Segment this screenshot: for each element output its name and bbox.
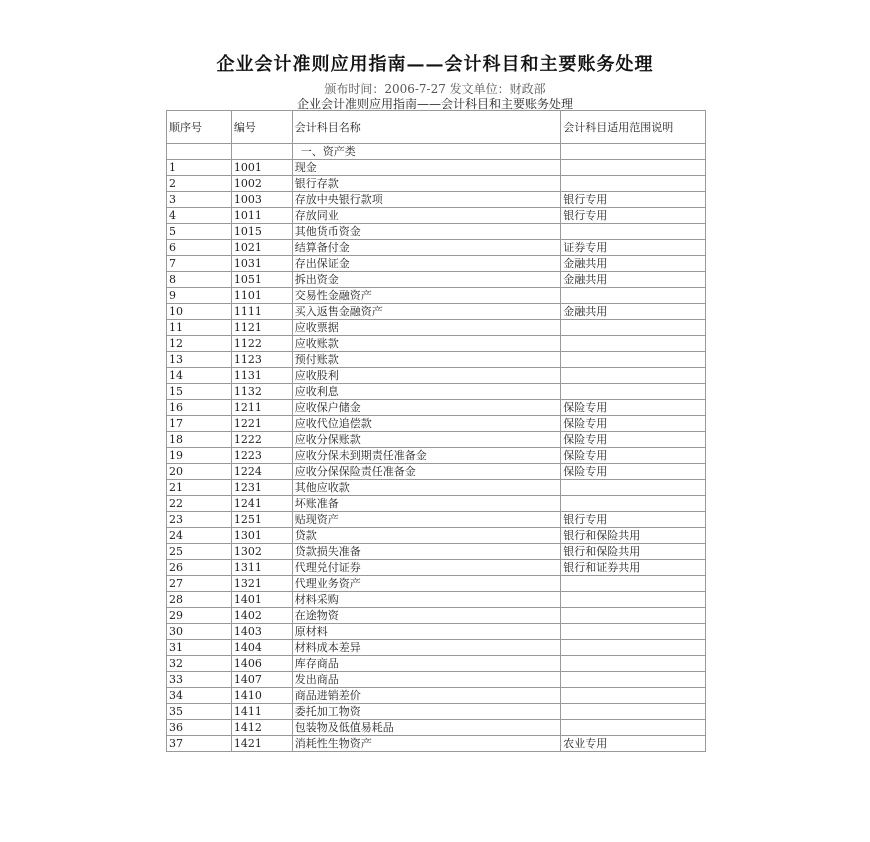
- cell-code: 1403: [231, 624, 292, 640]
- cell-account-name: 交易性金融资产: [292, 288, 560, 304]
- cell-scope: [561, 608, 706, 624]
- table-row: [167, 208, 706, 224]
- cell-scope: 证券专用: [561, 240, 706, 256]
- table-row: [167, 608, 706, 624]
- cell-code: 1221: [231, 416, 292, 432]
- cell-account-name: 存放同业: [292, 208, 560, 224]
- table-row: [167, 176, 706, 192]
- document-title: 企业会计准则应用指南——会计科目和主要账务处理: [216, 54, 654, 75]
- cell-account-name: 贷款: [292, 528, 560, 544]
- cell-code: 1101: [231, 288, 292, 304]
- cell-account-name: 库存商品: [292, 656, 560, 672]
- cell-scope: [561, 352, 706, 368]
- cell-scope: [561, 384, 706, 400]
- table-row: [167, 544, 706, 560]
- cell-seq: 3: [167, 192, 232, 208]
- cell-seq: 19: [167, 448, 232, 464]
- cell-seq: 17: [167, 416, 232, 432]
- cell-seq: 21: [167, 480, 232, 496]
- cell-code: 1321: [231, 576, 292, 592]
- table-row: [167, 416, 706, 432]
- cell-seq: 15: [167, 384, 232, 400]
- cell-scope: 金融共用: [561, 304, 706, 320]
- cell-scope: [561, 592, 706, 608]
- cell-code: 1404: [231, 640, 292, 656]
- cell-code: 1001: [231, 160, 292, 176]
- cell-code: 1401: [231, 592, 292, 608]
- cell-seq: 37: [167, 736, 232, 752]
- cell-code: 1411: [231, 704, 292, 720]
- cell-scope: [561, 656, 706, 672]
- cell-account-name: 其他应收款: [292, 480, 560, 496]
- cell-code: 1031: [231, 256, 292, 272]
- cell-code: 1015: [231, 224, 292, 240]
- table-row: [167, 528, 706, 544]
- cell-code: 1251: [231, 512, 292, 528]
- cell-scope: 银行和证券共用: [561, 560, 706, 576]
- cell-account-name: 应收分保保险责任准备金: [292, 464, 560, 480]
- table-row: [167, 400, 706, 416]
- cell-scope: 保险专用: [561, 416, 706, 432]
- cell-seq: 32: [167, 656, 232, 672]
- cell-scope: [561, 224, 706, 240]
- cell-account-name: 预付账款: [292, 352, 560, 368]
- cell-account-name: 结算备付金: [292, 240, 560, 256]
- cell-code: 1122: [231, 336, 292, 352]
- table-row: [167, 336, 706, 352]
- publish-info: 颁布时间：2006-7-27 发文单位：财政部: [324, 82, 546, 96]
- cell-account-name: 商品进销差价: [292, 688, 560, 704]
- cell-code: 1051: [231, 272, 292, 288]
- cell-account-name: 委托加工物资: [292, 704, 560, 720]
- table-row: [167, 560, 706, 576]
- cell-code: 1021: [231, 240, 292, 256]
- cell-seq: 6: [167, 240, 232, 256]
- cell-code: 1223: [231, 448, 292, 464]
- cell-scope: 银行和保险共用: [561, 528, 706, 544]
- cell-seq: 33: [167, 672, 232, 688]
- cell-account-name: 在途物资: [292, 608, 560, 624]
- cell-code: 1406: [231, 656, 292, 672]
- cell-seq: 11: [167, 320, 232, 336]
- cell-seq: 34: [167, 688, 232, 704]
- cell-seq: 27: [167, 576, 232, 592]
- table-row: [167, 592, 706, 608]
- cell-seq: 18: [167, 432, 232, 448]
- cell-account-name: 存出保证金: [292, 256, 560, 272]
- cell-code: 1121: [231, 320, 292, 336]
- cell-seq: 23: [167, 512, 232, 528]
- table-row: [167, 272, 706, 288]
- cell-seq: 8: [167, 272, 232, 288]
- table-cell: [561, 144, 706, 160]
- table-row: [167, 624, 706, 640]
- table-row: [167, 576, 706, 592]
- cell-account-name: 坏账准备: [292, 496, 560, 512]
- cell-scope: [561, 704, 706, 720]
- table-cell: [167, 144, 232, 160]
- table-row: [167, 736, 706, 752]
- cell-seq: 16: [167, 400, 232, 416]
- cell-code: 1222: [231, 432, 292, 448]
- table-row: [167, 704, 706, 720]
- cell-account-name: 应收保户储金: [292, 400, 560, 416]
- cell-scope: 农业专用: [561, 736, 706, 752]
- cell-account-name: 代理兑付证券: [292, 560, 560, 576]
- cell-scope: 银行专用: [561, 512, 706, 528]
- table-row: [167, 352, 706, 368]
- cell-account-name: 贷款损失准备: [292, 544, 560, 560]
- cell-seq: 4: [167, 208, 232, 224]
- table-row: [167, 480, 706, 496]
- cell-seq: 2: [167, 176, 232, 192]
- cell-code: 1410: [231, 688, 292, 704]
- cell-account-name: 发出商品: [292, 672, 560, 688]
- cell-scope: [561, 336, 706, 352]
- cell-account-name: 应收账款: [292, 336, 560, 352]
- cell-scope: 保险专用: [561, 464, 706, 480]
- cell-code: 1003: [231, 192, 292, 208]
- cell-code: 1211: [231, 400, 292, 416]
- cell-account-name: 买入返售金融资产: [292, 304, 560, 320]
- cell-seq: 7: [167, 256, 232, 272]
- table-row: [167, 384, 706, 400]
- cell-code: 1131: [231, 368, 292, 384]
- table-row: [167, 512, 706, 528]
- cell-account-name: 应收票据: [292, 320, 560, 336]
- cell-account-name: 应收利息: [292, 384, 560, 400]
- cell-account-name: 原材料: [292, 624, 560, 640]
- cell-seq: 35: [167, 704, 232, 720]
- header-seq: 顺序号: [167, 111, 232, 144]
- cell-scope: 金融共用: [561, 256, 706, 272]
- cell-code: 1132: [231, 384, 292, 400]
- cell-seq: 24: [167, 528, 232, 544]
- cell-scope: 银行和保险共用: [561, 544, 706, 560]
- cell-seq: 22: [167, 496, 232, 512]
- cell-seq: 36: [167, 720, 232, 736]
- table-row: [167, 368, 706, 384]
- cell-seq: 5: [167, 224, 232, 240]
- cell-account-name: 拆出资金: [292, 272, 560, 288]
- cell-code: 1123: [231, 352, 292, 368]
- cell-account-name: 消耗性生物资产: [292, 736, 560, 752]
- table-row: [167, 192, 706, 208]
- cell-scope: 银行专用: [561, 192, 706, 208]
- cell-seq: 12: [167, 336, 232, 352]
- cell-account-name: 材料成本差异: [292, 640, 560, 656]
- cell-account-name: 其他货币资金: [292, 224, 560, 240]
- table-row: [167, 640, 706, 656]
- cell-code: 1241: [231, 496, 292, 512]
- cell-seq: 20: [167, 464, 232, 480]
- cell-scope: [561, 176, 706, 192]
- cell-seq: 28: [167, 592, 232, 608]
- cell-scope: [561, 672, 706, 688]
- table-row: [167, 448, 706, 464]
- cell-code: 1302: [231, 544, 292, 560]
- header-account-name: 会计科目名称: [292, 111, 560, 144]
- cell-code: 1402: [231, 608, 292, 624]
- cell-code: 1224: [231, 464, 292, 480]
- cell-scope: [561, 640, 706, 656]
- cell-account-name: 代理业务资产: [292, 576, 560, 592]
- table-row: [167, 224, 706, 240]
- header-scope: 会计科目适用范围说明: [561, 111, 706, 144]
- cell-account-name: 应收分保未到期责任准备金: [292, 448, 560, 464]
- table-row: [167, 256, 706, 272]
- cell-account-name: 现金: [292, 160, 560, 176]
- accounts-table: [166, 110, 706, 752]
- table-row: [167, 656, 706, 672]
- cell-code: 1421: [231, 736, 292, 752]
- table-row: [167, 688, 706, 704]
- cell-seq: 13: [167, 352, 232, 368]
- cell-scope: [561, 288, 706, 304]
- cell-seq: 29: [167, 608, 232, 624]
- cell-account-name: 包装物及低值易耗品: [292, 720, 560, 736]
- cell-scope: [561, 368, 706, 384]
- cell-scope: 金融共用: [561, 272, 706, 288]
- cell-code: 1011: [231, 208, 292, 224]
- cell-account-name: 应收股利: [292, 368, 560, 384]
- group-label: 一、资产类: [292, 144, 560, 160]
- table-row: [167, 288, 706, 304]
- cell-seq: 9: [167, 288, 232, 304]
- cell-seq: 14: [167, 368, 232, 384]
- cell-scope: [561, 720, 706, 736]
- cell-code: 1311: [231, 560, 292, 576]
- cell-scope: [561, 624, 706, 640]
- cell-account-name: 存放中央银行款项: [292, 192, 560, 208]
- cell-seq: 30: [167, 624, 232, 640]
- cell-seq: 25: [167, 544, 232, 560]
- cell-account-name: 银行存款: [292, 176, 560, 192]
- cell-seq: 1: [167, 160, 232, 176]
- table-row: [167, 160, 706, 176]
- cell-scope: [561, 480, 706, 496]
- cell-code: 1002: [231, 176, 292, 192]
- header-code: 编号: [231, 111, 292, 144]
- table-cell: [231, 144, 292, 160]
- cell-scope: [561, 576, 706, 592]
- cell-code: 1111: [231, 304, 292, 320]
- cell-scope: [561, 320, 706, 336]
- cell-account-name: 贴现资产: [292, 512, 560, 528]
- cell-account-name: 应收分保账款: [292, 432, 560, 448]
- table-row: [167, 464, 706, 480]
- cell-code: 1301: [231, 528, 292, 544]
- cell-scope: [561, 688, 706, 704]
- cell-account-name: 应收代位追偿款: [292, 416, 560, 432]
- table-row: [167, 672, 706, 688]
- table-row: [167, 432, 706, 448]
- cell-scope: 保险专用: [561, 400, 706, 416]
- table-caption: 企业会计准则应用指南——会计科目和主要账务处理: [296, 97, 573, 111]
- table-row: [167, 304, 706, 320]
- cell-scope: [561, 496, 706, 512]
- cell-scope: 银行专用: [561, 208, 706, 224]
- cell-scope: 保险专用: [561, 432, 706, 448]
- cell-seq: 26: [167, 560, 232, 576]
- table-row: [167, 240, 706, 256]
- cell-seq: 31: [167, 640, 232, 656]
- cell-seq: 10: [167, 304, 232, 320]
- cell-account-name: 材料采购: [292, 592, 560, 608]
- table-row: [167, 496, 706, 512]
- table-row: [167, 320, 706, 336]
- group-row: [167, 144, 706, 160]
- cell-scope: 保险专用: [561, 448, 706, 464]
- table-row: [167, 720, 706, 736]
- cell-scope: [561, 160, 706, 176]
- table-header-row: [167, 111, 706, 144]
- cell-code: 1407: [231, 672, 292, 688]
- cell-code: 1231: [231, 480, 292, 496]
- cell-code: 1412: [231, 720, 292, 736]
